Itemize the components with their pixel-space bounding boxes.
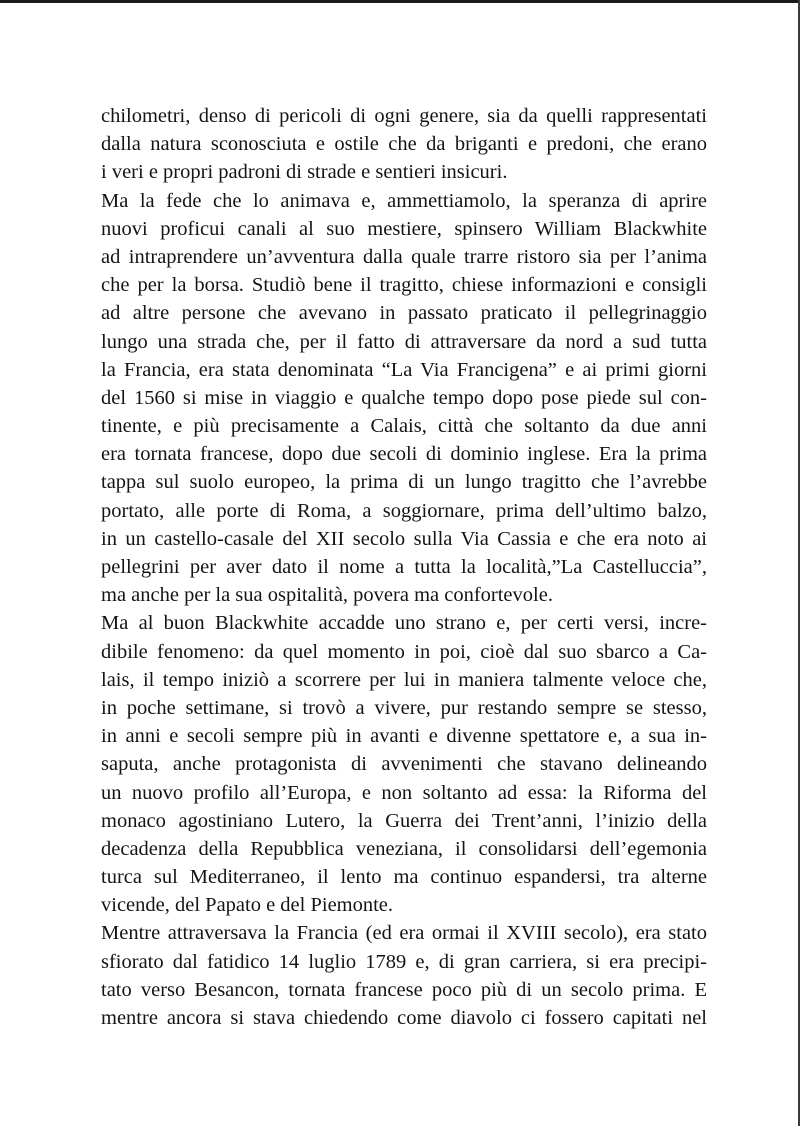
text-line: ad altre persone che avevano in passato praticato il pellegrinaggio bbox=[101, 302, 707, 325]
text-line: chilometri, denso di pericoli di ogni genere, sia da quelli rappresentati bbox=[101, 105, 707, 127]
text-line: lungo una strada che, per il fatto di attraversare da nord a sud tutta bbox=[101, 330, 707, 353]
top-edge-rule bbox=[0, 0, 800, 3]
text-line: portato, alle porte di Roma, a soggiornare, prima dell’ultimo balzo, bbox=[101, 499, 707, 522]
text-line: lais, il tempo iniziò a scorrere per lui in maniera talmente veloce che, bbox=[101, 668, 707, 691]
text-line: ad intraprendere un’avventura dalla quale trarre ristoro sia per l’anima bbox=[101, 245, 707, 268]
text-line: Mentre attraversava la Francia (ed era ormai il XVIII secolo), era stato bbox=[101, 922, 707, 945]
text-line: nuovi proficui canali al suo mestiere, spinsero William Blackwhite bbox=[101, 217, 707, 240]
text-line: la Francia, era stata denominata “La Via Francigena” e ai primi giorni bbox=[101, 358, 707, 381]
text-line: mentre ancora si stava chiedendo come diavolo ci fossero capitati nel bbox=[101, 1007, 707, 1029]
text-line: tato verso Besancon, tornata francese poco più di un secolo prima. E bbox=[101, 978, 707, 1001]
text-line: tinente, e più precisamente a Calais, città che soltanto da due anni bbox=[101, 415, 707, 438]
text-line: in un castello-casale del XII secolo sulla Via Cassia e che era noto ai bbox=[101, 527, 707, 550]
body-text bbox=[101, 102, 707, 1032]
text-line: Ma la fede che lo animava e, ammettiamolo, la speranza di aprire bbox=[101, 189, 707, 212]
text-line: sfiorato dal fatidico 14 luglio 1789 e, di gran carriera, si era precipi- bbox=[101, 950, 707, 973]
text-line: dalla natura sconosciuta e ostile che da briganti e predoni, che erano bbox=[101, 133, 707, 156]
text-line: saputa, anche protagonista di avvenimenti che stavano delineando bbox=[101, 753, 707, 776]
text-line: decadenza della Repubblica veneziana, il consolidarsi dell’egemonia bbox=[101, 837, 707, 860]
text-line: turca sul Mediterraneo, il lento ma continuo espandersi, tra alterne bbox=[101, 866, 707, 889]
text-line: era tornata francese, dopo due secoli di dominio inglese. Era la prima bbox=[101, 443, 707, 466]
text-line: tappa sul suolo europeo, la prima di un lungo tragitto che l’avrebbe bbox=[101, 471, 707, 494]
text-line: un nuovo profilo all’Europa, e non soltanto ad essa: la Riforma del bbox=[101, 781, 707, 804]
text-line: vicende, del Papato e del Piemonte. bbox=[101, 894, 394, 917]
text-line: che per la borsa. Studiò bene il tragitto, chiese informazioni e consigli bbox=[101, 274, 707, 297]
text-line: i veri e propri padroni di strade e sentieri insicuri. bbox=[101, 161, 508, 184]
text-line: ma anche per la sua ospitalità, povera ma confortevole. bbox=[101, 584, 553, 607]
text-line: Ma al buon Blackwhite accadde uno strano e, per certi versi, incre- bbox=[101, 612, 707, 635]
text-line: monaco agostiniano Lutero, la Guerra dei Trent’anni, l’inizio della bbox=[101, 809, 707, 832]
text-line: in poche settimane, si trovò a vivere, pur restando sempre se stesso, bbox=[101, 696, 707, 719]
text-line: dibile fenomeno: da quel momento in poi, cioè dal suo sbarco a Ca- bbox=[101, 640, 707, 663]
text-line: in anni e secoli sempre più in avanti e divenne spettatore e, a sua in- bbox=[101, 725, 707, 748]
text-line: pellegrini per aver dato il nome a tutta la località,”La Castelluccia”, bbox=[101, 556, 707, 578]
text-line: del 1560 si mise in viaggio e qualche tempo dopo pose piede sul con- bbox=[101, 386, 707, 409]
